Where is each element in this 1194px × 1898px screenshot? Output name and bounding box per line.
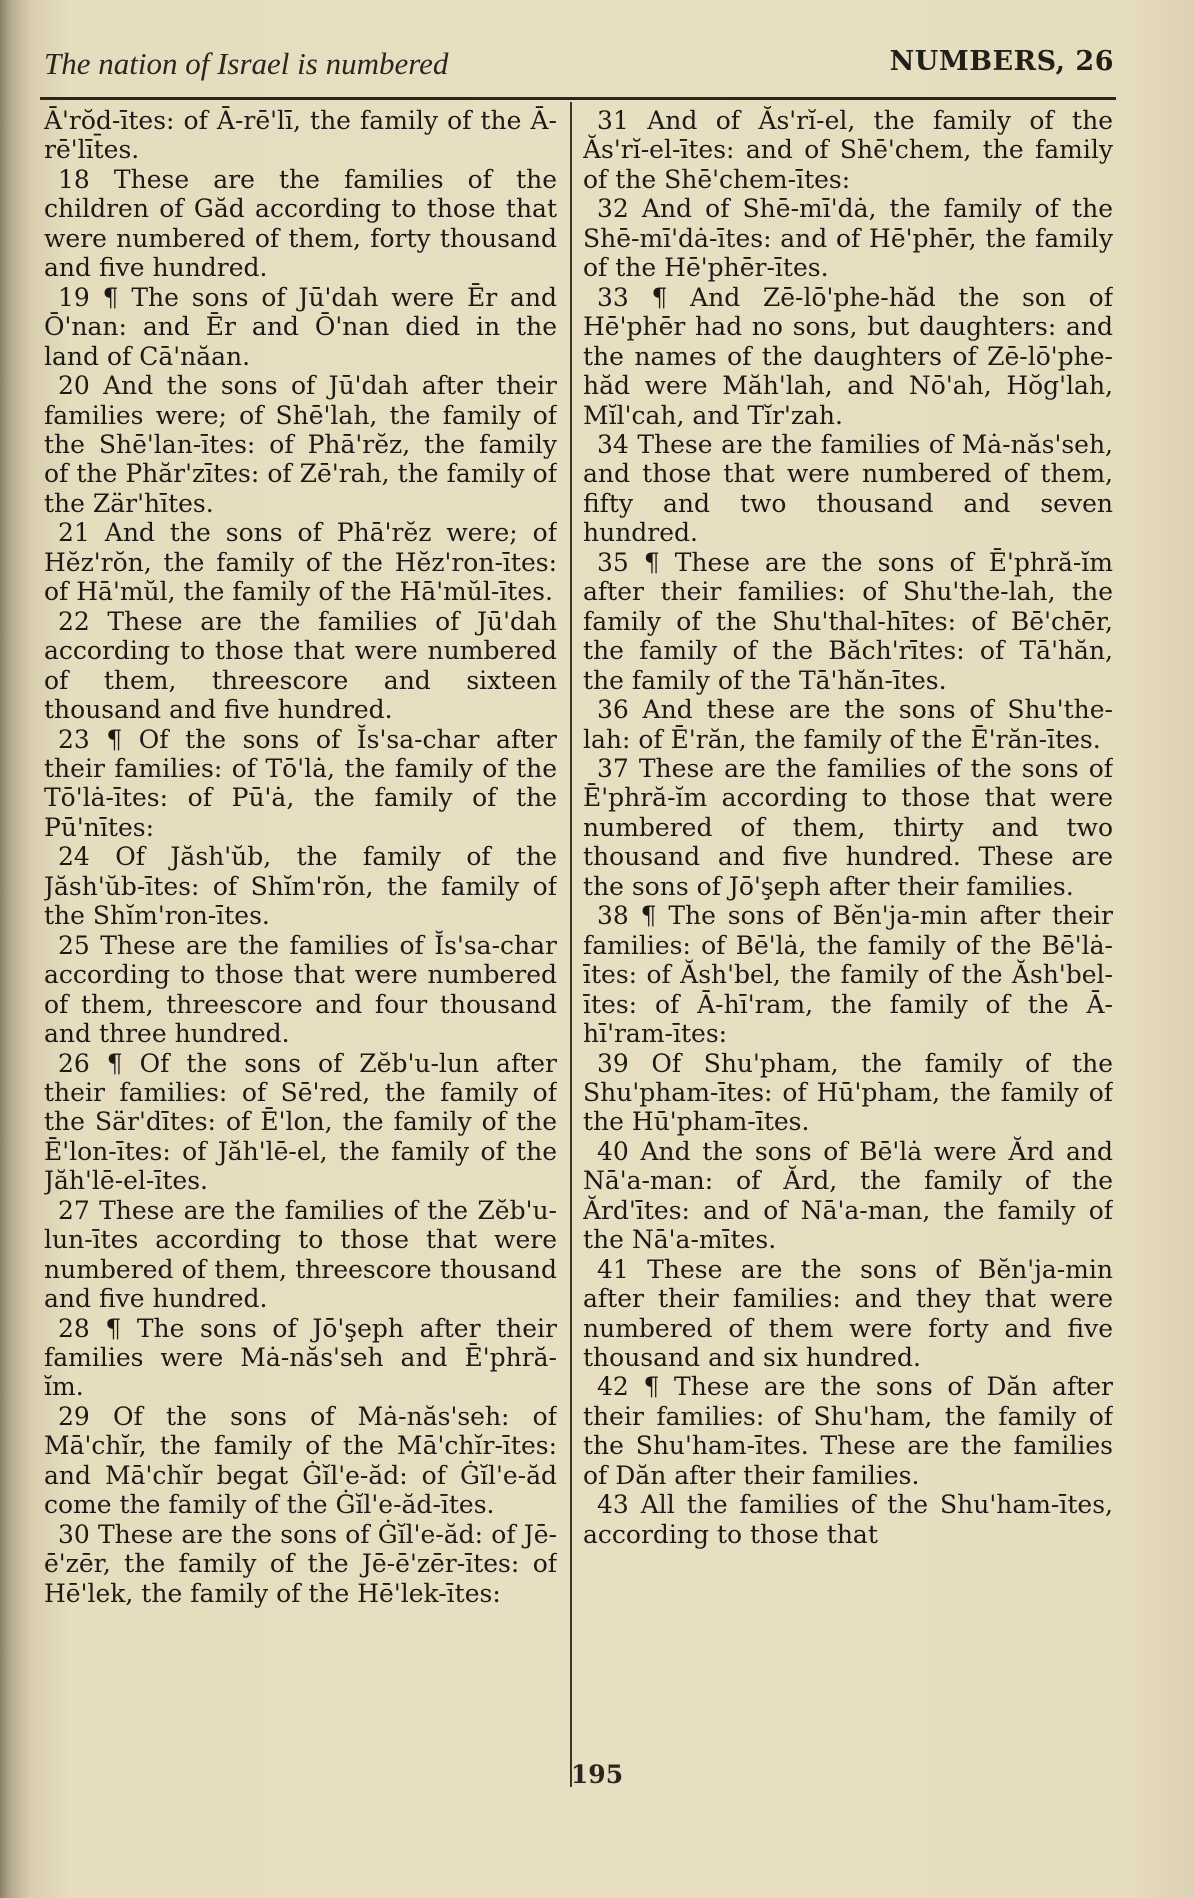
right-column [583, 106, 1113, 1796]
verse-text: 37 These are the families of the sons of Ē'phră-ĭm according to those that were numbered of them, thirty and two thousand and five hundred. These are the sons of Jō'şeph after their families. [583, 753, 1113, 901]
page-heading-right: NUMBERS, 26 [889, 46, 1114, 77]
verse-text: 26 ¶ Of the sons of Zĕb'u-lun after their families: of Sē'red, the family of the Sär'dītes: of Ē'lon, the family of the Ē'lon-ītes: of Jăh'lē-el, the family of the Jăh'lē-el-ītes. [44, 1048, 557, 1196]
verse-text: 23 ¶ Of the sons of Ĭs'sa-char after their families: of Tō'lȧ, the family of the Tō'lȧ-ītes: of Pū'ȧ, the family of the Pū'nītes: [44, 724, 557, 842]
verse-text: 19 ¶ The sons of Jū'dah were Ēr and Ō'nan: and Ēr and Ō'nan died in the land of Cā'năan. [44, 282, 557, 371]
verse-text: 30 These are the sons of Ġĭl'e-ăd: of Jē-ē'zēr, the family of the Jē-ē'zēr-ītes: of Hē'lek, the family of the Hē'lek-ītes: [44, 1519, 557, 1608]
verse-text: 21 And the sons of Phā'rĕz were; of Hĕz'rŏn, the family of the Hĕz'ron-ītes: of Hā'mŭl, the family of the Hā'mŭl-ītes. [44, 518, 557, 607]
header-rule [40, 97, 1116, 100]
verse-text: 40 And the sons of Bē'lȧ were Ărd and Nā'a-man: of Ărd, the family of the Ărd'ītes: and of Nā'a-man, the family of the Nā'a-mītes. [583, 1136, 1113, 1255]
verse-text: 38 ¶ The sons of Bĕn'ja-min after their families: of Bē'lȧ, the family of the Bē'lȧ-ītes: of Ăsh'bel, the family of the Ăsh'bel-ītes: of Ā-hī'ram, the family of the Ā-hī'ram-ītes: [583, 901, 1113, 1049]
verse-text: 43 All the families of the Shu'ham-ītes, according to those that [583, 1490, 1113, 1549]
verse-text: 28 ¶ The sons of Jō'şeph after their families were Mȧ-năs'seh and Ē'phră-ĭm. [44, 1313, 557, 1402]
verse-text: 29 Of the sons of Mȧ-năs'seh: of Mā'chĭr, the family of the Mā'chĭr-ītes: and Mā'chĭr begat Ġĭl'e-ăd: of Ġĭl'e-ăd come the family of the Ġĭl'e-ăd-ītes. [44, 1401, 557, 1520]
verse-text: 39 Of Shu'pham, the family of the Shu'pham-ītes: of Hū'pham, the family of the Hū'pham-ītes. [583, 1048, 1113, 1137]
running-head [44, 46, 1114, 90]
verse-text: 36 And these are the sons of Shu'the-lah: of Ē'răn, the family of the Ē'răn-ītes. [583, 695, 1113, 754]
column-divider [570, 102, 572, 1787]
verse-text: 31 And of Ăs'rĭ-el, the family of the Ăs'rĭ-el-ītes: and of Shē'chem, the family of the Shē'chem-ītes: [583, 106, 1113, 194]
verse-text: 25 These are the families of Ĭs'sa-char according to those that were numbered of them, threescore and four thousand and three hundred. [44, 930, 557, 1049]
verse-text: Ā'rŏd-ītes: of Ā-rē'lī, the family of the Ā-rē'līt̄es. [44, 106, 557, 165]
verse-text: 35 ¶ These are the sons of Ē'phră-ĭm after their families: of Shu'the-lah, the family of the Shu'thal-hītes: of Bē'chēr, the family of the Băch'rītes: of Tā'hăn, the family of the Tā'hăn-ītes. [583, 547, 1113, 695]
verse-text: 42 ¶ These are the sons of Dăn after their families: of Shu'ham, the family of the Shu'ham-ītes. These are the families of Dăn after their families. [583, 1372, 1113, 1490]
verse-text: 22 These are the families of Jū'dah according to those that were numbered of them, threescore and sixteen thousand and five hundred. [44, 606, 557, 725]
verse-text: 20 And the sons of Jū'dah after their families were; of Shē'lah, the family of the Shē'lan-ītes: of Phā'rĕz, the family of the Phăr'zītes: of Zē'rah, the family of the Zär'hītes. [44, 371, 557, 518]
page-number: 195 [570, 1760, 624, 1789]
verse-text: 41 These are the sons of Bĕn'ja-min after their families: and they that were numbered of them were forty and five thousand and six hundred. [583, 1254, 1113, 1373]
page-heading-left: The nation of Israel is numbered [44, 46, 449, 81]
verse-text: 27 These are the families of the Zĕb'u-lun-ītes according to those that were numbered of them, threescore thousand and five hundred. [44, 1195, 557, 1314]
verse-text: 18 These are the families of the children of Găd according to those that were numbered of them, forty thousand and five hundred. [44, 164, 557, 283]
verse-text: 32 And of Shē-mī'dȧ, the family of the Shē-mī'dȧ-ītes: and of Hē'phēr, the family of the Hē'phēr-ītes. [583, 194, 1113, 283]
verse-text: 24 Of Jăsh'ŭb, the family of the Jăsh'ŭb-ītes: of Shĭm'rŏn, the family of the Shĭm'ron-ītes. [44, 842, 557, 931]
left-column [44, 106, 557, 1796]
verse-text: 33 ¶ And Zē-lō'phe-hăd the son of Hē'phēr had no sons, but daughters: and the names of the daughters of Zē-lō'phe-hăd were Măh'lah, and Nō'ah, Hŏg'lah, Mĭl'cah, and Tĭr'zah. [583, 282, 1113, 430]
verse-text: 34 These are the families of Mȧ-năs'seh, and those that were numbered of them, fifty and two thousand and seven hundred. [583, 429, 1113, 548]
